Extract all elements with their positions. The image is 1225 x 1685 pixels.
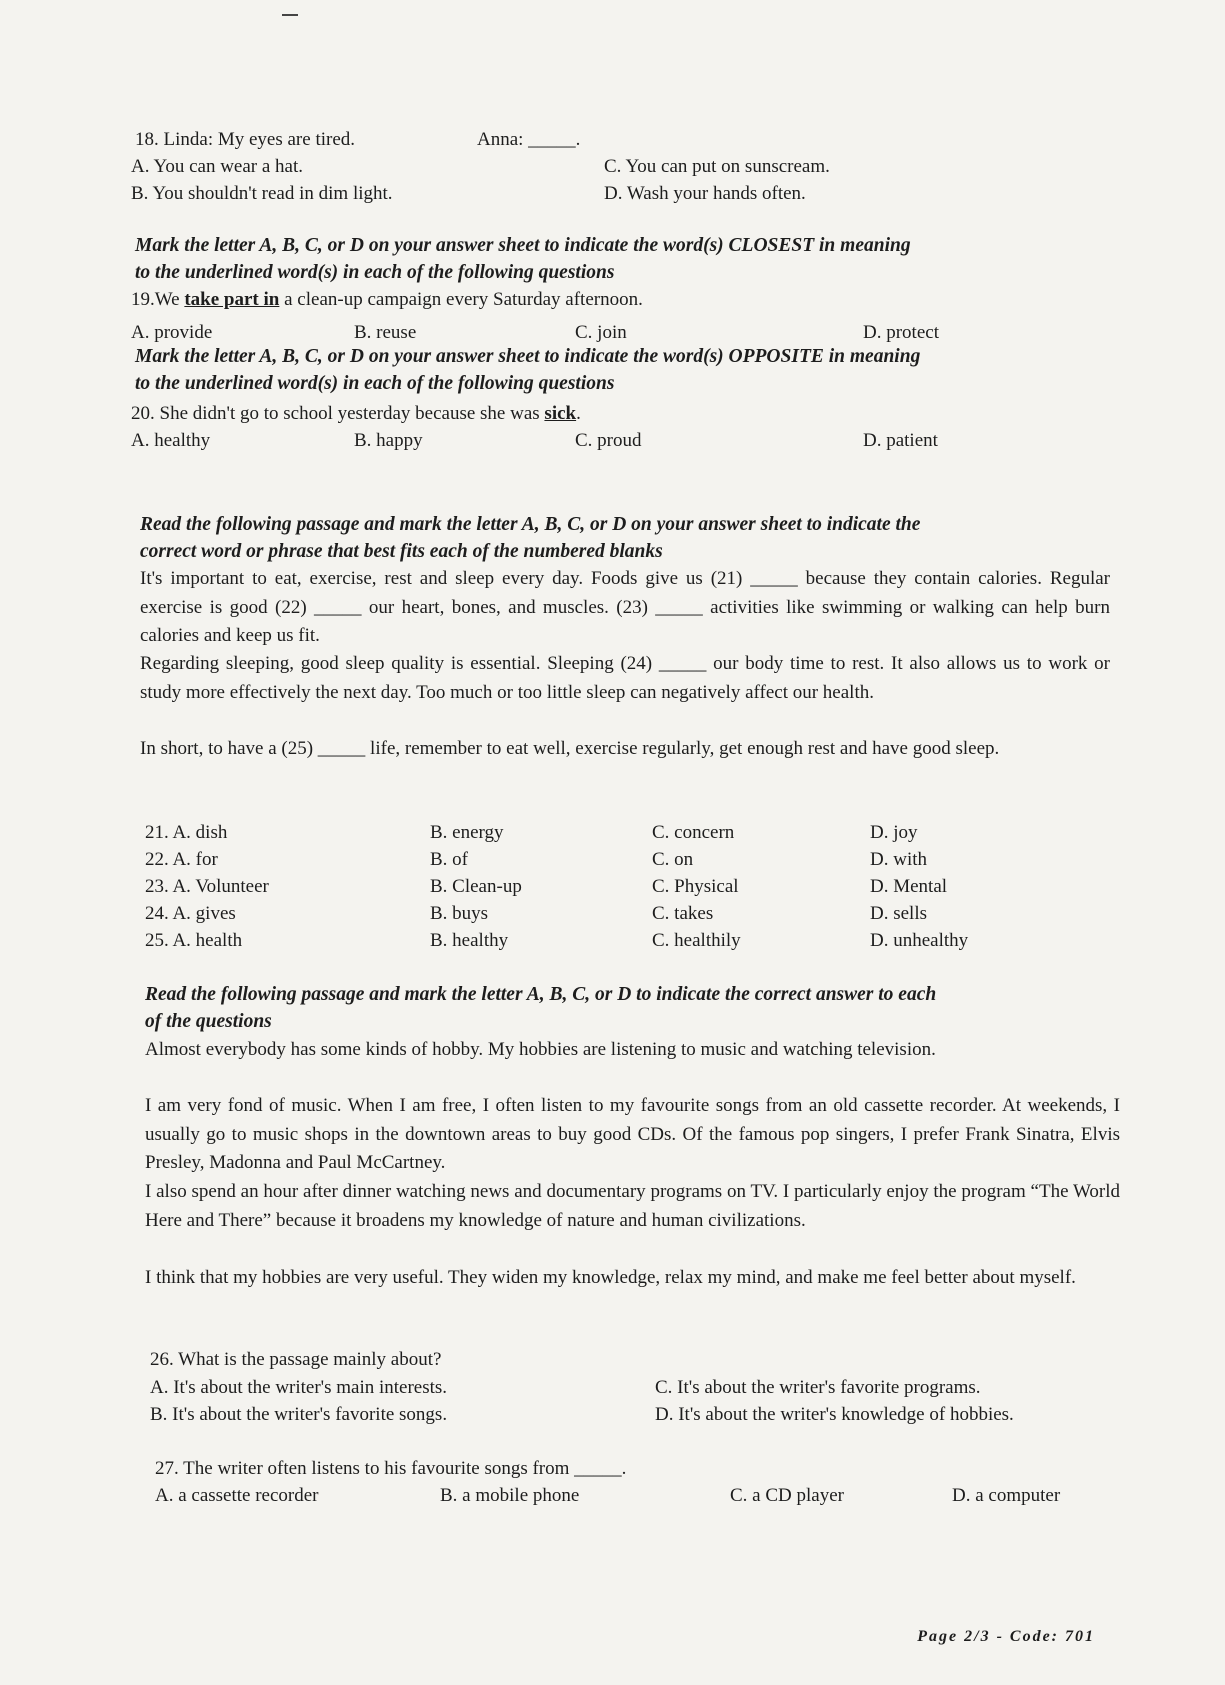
passage2-paragraph4: I think that my hobbies are very useful. They widen my knowledge, relax my mind, and make me feel better about myself. [145,1267,1076,1288]
q22-option-d: D. with [870,849,927,870]
q20-option-a: A. healthy [131,430,211,451]
q18-option-d: D. Wash your hands often. [604,183,806,204]
q24-option-d: D. sells [870,903,927,924]
q26-option-c: C. It's about the writer's favorite programs. [655,1377,981,1398]
q24-option-b: B. buys [430,903,489,924]
q27-stem: 27. The writer often listens to his favourite songs from _____. [155,1458,627,1479]
q26-option-b: B. It's about the writer's favorite songs. [150,1404,448,1425]
q24-option-a: 24. A. gives [145,903,236,924]
q24-option-c: C. takes [652,903,714,924]
q20-stem [131,401,581,427]
q18-stem-anna: Anna: _____. [477,129,581,150]
q21-option-d: D. joy [870,822,918,843]
instruction-closest-line2: to the underlined word(s) in each of the following questions [135,262,615,283]
q18-stem-linda: 18. Linda: My eyes are tired. [135,129,356,150]
instruction-passage2-line1: Read the following passage and mark the letter A, B, C, or D to indicate the correct answer to each [145,984,937,1005]
q19-stem-pre: 19.We [131,289,185,310]
instruction-opposite-line2: to the underlined word(s) in each of the following questions [135,373,615,394]
q19-option-c: C. join [575,322,627,343]
q27-option-c: C. a CD player [730,1485,844,1506]
q27-option-b: B. a mobile phone [440,1485,580,1506]
q18-option-b: B. You shouldn't read in dim light. [131,183,393,204]
q25-option-a: 25. A. health [145,930,243,951]
instruction-closest-line1: Mark the letter A, B, C, or D on your answer sheet to indicate the word(s) CLOSEST in meaning [135,235,911,256]
q20-option-b: B. happy [354,430,423,451]
q26-option-d: D. It's about the writer's knowledge of hobbies. [655,1404,1014,1425]
q22-option-b: B. of [430,849,468,870]
q19-stem [131,287,643,313]
q20-stem-pre: 20. She didn't go to school yesterday because she was [131,403,545,424]
q23-option-d: D. Mental [870,876,948,897]
q20-option-c: C. proud [575,430,642,451]
q22-option-a: 22. A. for [145,849,218,870]
q19-stem-post: a clean-up campaign every Saturday afternoon. [279,289,643,310]
q20-stem-post: . [576,403,581,424]
instruction-opposite-line1: Mark the letter A, B, C, or D on your answer sheet to indicate the word(s) OPPOSITE in meaning [135,346,921,367]
instruction-passage1-line2: correct word or phrase that best fits each of the numbered blanks [140,541,663,562]
q26-option-a: A. It's about the writer's main interests. [150,1377,448,1398]
q20-option-d: D. patient [863,430,938,451]
q21-option-b: B. energy [430,822,504,843]
q18-option-a: A. You can wear a hat. [131,156,304,177]
passage2-paragraph3: I also spend an hour after dinner watching news and documentary programs on TV. I particularly enjoy the program “The World Here and There” because it broadens my knowledge of nature and human civilizations. [145,1181,1120,1231]
q18-option-c: C. You can put on sunscream. [604,156,830,177]
q27-option-a: A. a cassette recorder [155,1485,319,1506]
q20-underlined-word: sick [544,403,577,424]
instruction-passage2-line2: of the questions [145,1011,272,1032]
passage1-paragraph2: Regarding sleeping, good sleep quality is essential. Sleeping (24) _____ our body time to rest. It also allows us to work or study more effectively the next day. Too much or too little sleep can negatively affect our health. [140,653,1110,703]
q22-option-c: C. on [652,849,694,870]
q21-option-a: 21. A. dish [145,822,228,843]
passage2-paragraph1: Almost everybody has some kinds of hobby. My hobbies are listening to music and watching television. [145,1039,936,1060]
q21-option-c: C. concern [652,822,735,843]
passage1-paragraph1: It's important to eat, exercise, rest and sleep every day. Foods give us (21) _____ because they contain calories. Regular exercise is good (22) _____ our heart, bones, and muscles. (23) _____ activities like swimming or walking can help burn calories and keep us fit. [140,568,1110,646]
q19-option-d: D. protect [863,322,939,343]
q25-option-c: C. healthily [652,930,741,951]
instruction-passage1-line1: Read the following passage and mark the letter A, B, C, or D on your answer sheet to indicate the [140,514,921,535]
q27-option-d: D. a computer [952,1485,1061,1506]
page-footer: Page 2/3 - Code: 701 [917,1628,1095,1645]
passage2-paragraph2: I am very fond of music. When I am free, I often listen to my favourite songs from an old cassette recorder. At weekends, I usually go to music shops in the downtown areas to buy good CDs. Of the famous pop singers, I prefer Frank Sinatra, Elvis Presley, Madonna and Paul McCartney. [145,1095,1120,1173]
q23-option-a: 23. A. Volunteer [145,876,269,897]
q23-option-b: B. Clean-up [430,876,522,897]
passage1-paragraph3: In short, to have a (25) _____ life, remember to eat well, exercise regularly, get enough rest and have good sleep. [140,738,1000,759]
q19-option-a: A. provide [131,322,213,343]
q25-option-b: B. healthy [430,930,509,951]
q19-option-b: B. reuse [354,322,417,343]
q25-option-d: D. unhealthy [870,930,969,951]
q26-stem: 26. What is the passage mainly about? [150,1349,442,1370]
q19-underlined-phrase: take part in [184,289,280,310]
q23-option-c: C. Physical [652,876,739,897]
scan-mark [282,14,298,16]
